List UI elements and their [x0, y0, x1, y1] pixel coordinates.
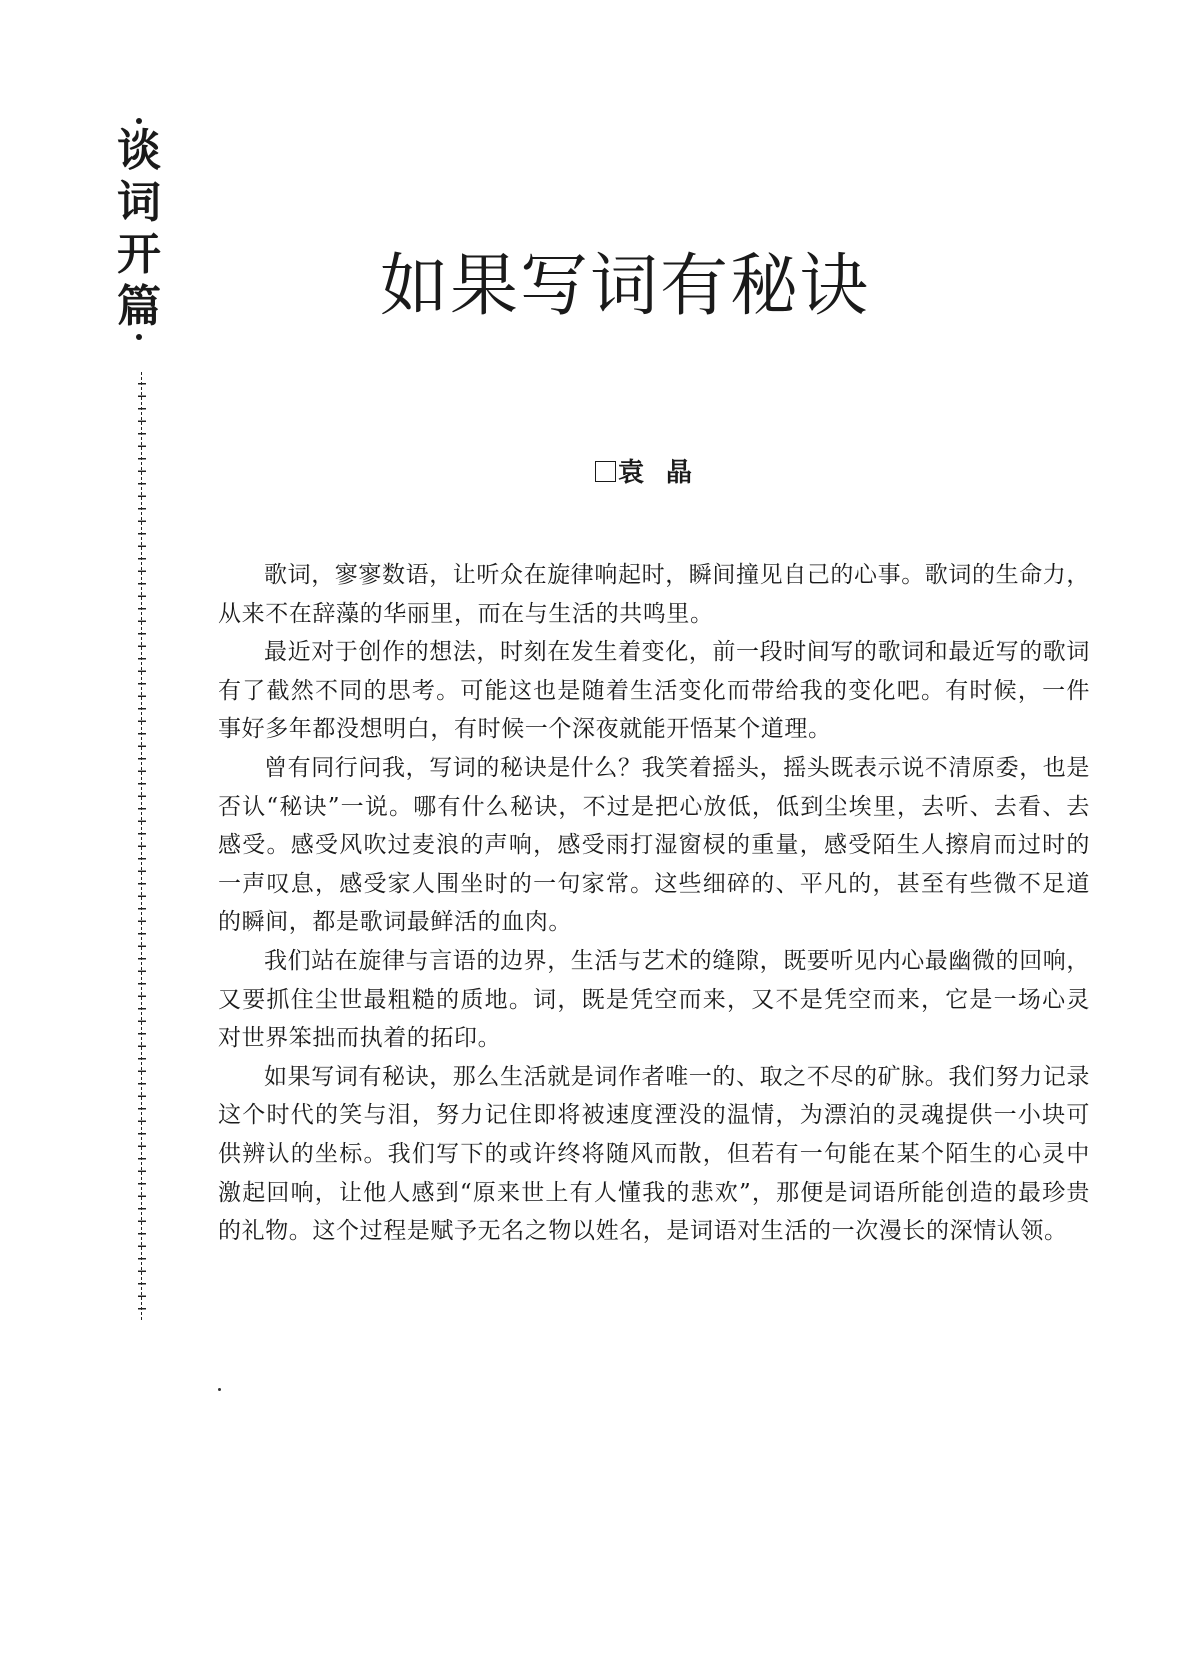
paragraph: 最近对于创作的想法，时刻在发生着变化，前一段时间写的歌词和最近写的歌词有了截然不同的思考。可能这也是随着生活变化而带给我的变化吧。有时候，一件事好多年都没想明白，有时候一个深夜就能开悟某个道理。 [218, 639, 1090, 743]
column-label-char: 词 [117, 177, 161, 228]
paragraph: 歌词，寥寥数语，让听众在旋律响起时，瞬间撞见自己的心事。歌词的生命力，从来不在辞藻的华丽里，而在与生活的共鸣里。 [218, 562, 1090, 627]
page-title: 如果写词有秘诀 [380, 247, 871, 326]
article-body [218, 556, 1090, 1251]
page-mark [218, 1388, 221, 1391]
column-label-char: 篇 [117, 281, 161, 332]
author-line [595, 452, 714, 489]
paragraph: 我们站在旋律与言语的边界，生活与艺术的缝隙，既要听见内心最幽微的回响，又要抓住尘世最粗糙的质地。词，既是凭空而来，又不是凭空而来，它是一场心灵对世界笨拙而执着的拓印。 [218, 947, 1090, 1052]
column-label-char: 开 [117, 229, 161, 280]
column-label-bottom-dot [136, 334, 142, 340]
decorative-rule-ticks [134, 372, 150, 1320]
author-box-icon [595, 461, 616, 482]
column-label-char: 谈 [117, 125, 161, 176]
author-name: 袁晶 [618, 458, 715, 488]
column-label-top-dot [136, 118, 142, 124]
column-label [108, 118, 170, 340]
paragraph: 曾有同行问我，写词的秘诀是什么？我笑着摇头，摇头既表示说不清原委，也是否认“秘诀”一说。哪有什么秘诀，不过是把心放低，低到尘埃里，去听、去看、去感受。感受风吹过麦浪的声响，感受雨打湿窗棂的重量，感受陌生人擦肩而过时的一声叹息，感受家人围坐时的一句家常。这些细碎的、平凡的，甚至有些微不足道的瞬间，都是歌词最鲜活的血肉。 [218, 754, 1090, 936]
paragraph: 如果写词有秘诀，那么生活就是词作者唯一的、取之不尽的矿脉。我们努力记录这个时代的笑与泪，努力记住即将被速度湮没的温情，为漂泊的灵魂提供一小块可供辨认的坐标。我们写下的或许终将随风而散，但若有一句能在某个陌生的心灵中激起回响，让他人感到“原来世上有人懂我的悲欢”，那便是词语所能创造的最珍贵的礼物。这个过程是赋予无名之物以姓名，是词语对生活的一次漫长的深情认领。 [218, 1063, 1090, 1245]
